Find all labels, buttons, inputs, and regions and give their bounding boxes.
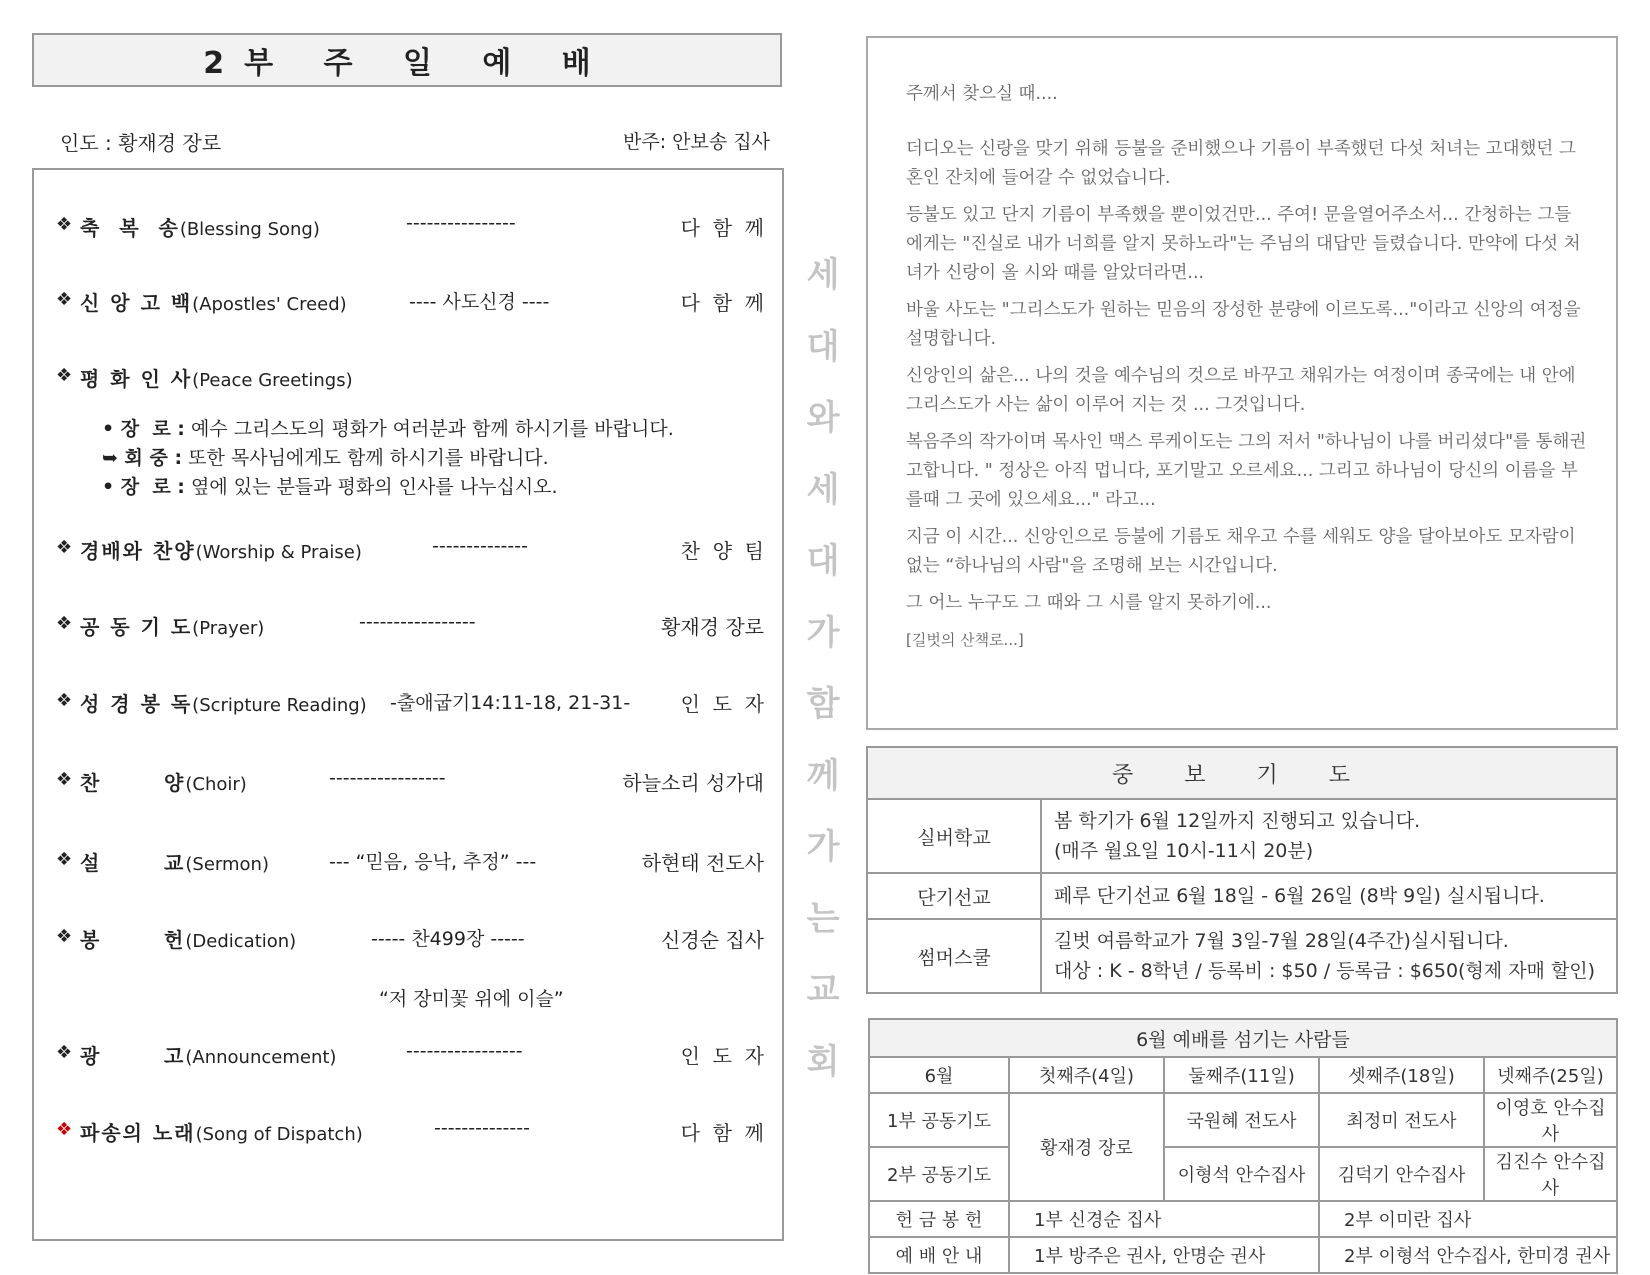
order-item-name: 축 복 송 <box>80 216 180 240</box>
prayer-text <box>1041 919 1617 993</box>
table-cell: 이형석 안수집사 <box>1164 1147 1319 1201</box>
prayer-label: 단기선교 <box>867 873 1041 919</box>
motto-char: 함 <box>806 684 840 724</box>
service-title: 2부 주 일 예 배 <box>203 46 611 81</box>
table-row <box>869 1201 1617 1237</box>
meditation-paragraph: 바울 사도는 "그리스도가 원하는 믿음의 장성한 분량에 이르도록..."이라고 신앙의 여정을 설명합니다. <box>906 300 1581 349</box>
table-row <box>869 1093 1617 1147</box>
order-of-worship <box>32 168 784 1241</box>
order-item-eng: (Worship & Praise) <box>195 542 362 563</box>
order-item-detail: ----- 찬499장 ----- <box>371 928 525 950</box>
order-item-name: 파송의 노래 <box>80 1121 196 1145</box>
greeting-text: 예수 그리스도의 평화가 여러분과 함께 하시기를 바랍니다. <box>184 418 674 440</box>
meditation-heading: 주께서 찾으실 때.... <box>906 84 1058 104</box>
service-leader: 인도 : 황재경 장로 <box>60 131 222 155</box>
order-item-person: 하현태 전도사 <box>641 851 764 875</box>
prayer-line: 봄 학기가 6월 12일까지 진행되고 있습니다. <box>1054 810 1421 832</box>
diamond-bullet-icon: ❖ <box>56 365 73 386</box>
table-cell: 1부 방주은 권사, 안명순 권사 <box>1009 1237 1319 1273</box>
diamond-bullet-icon: ❖ <box>56 1042 73 1063</box>
order-item <box>56 1040 764 1070</box>
prayer-line: (매주 월요일 10시-11시 20분) <box>1054 840 1314 862</box>
service-accompanist: 반주: 안보송 집사 <box>623 131 770 153</box>
order-item-person: 찬 양 팀 <box>680 539 764 563</box>
greeting-role: ➥ 회 중 : <box>102 447 183 469</box>
order-item-eng: (Apostles' Creed) <box>192 294 347 315</box>
motto-char: 대 <box>806 541 840 581</box>
diamond-bullet-icon: ❖ <box>56 769 73 790</box>
table-cell: 황재경 장로 <box>1009 1093 1164 1201</box>
motto-char: 세 <box>806 469 840 510</box>
order-item-name: 신 앙 고 백 <box>80 291 193 315</box>
diamond-bullet-icon: ❖ <box>56 849 73 870</box>
meditation-source: [길벗의 산책로...] <box>906 631 1024 649</box>
order-item-name: 봉 헌 <box>80 928 186 952</box>
table-cell: 최정미 전도사 <box>1319 1093 1484 1147</box>
row-label: 1부 공동기도 <box>869 1093 1009 1147</box>
table-cell: 국원혜 전도사 <box>1164 1093 1319 1147</box>
order-item <box>56 363 764 393</box>
order-item <box>56 847 764 877</box>
table-cell: 이영호 안수집사 <box>1484 1093 1617 1147</box>
order-item-person: 인 도 자 <box>680 692 764 716</box>
order-item-name: 경배와 찬양 <box>80 539 196 563</box>
order-item-person: 다 함 께 <box>680 1121 764 1145</box>
order-item-person: 다 함 께 <box>680 216 764 240</box>
order-item-eng: (Song of Dispatch) <box>195 1124 363 1145</box>
meditation-paragraph: 그 어느 누구도 그 때와 그 시를 알지 못하기에... <box>906 593 1272 613</box>
motto-char: 가 <box>806 612 840 653</box>
motto-char: 교 <box>806 970 840 1010</box>
prayer-table-title: 중 보 기 도 <box>867 747 1617 799</box>
order-item <box>56 611 764 641</box>
diamond-bullet-icon: ❖ <box>56 1119 73 1140</box>
motto-char: 세 <box>806 255 840 295</box>
meditation-paragraph: 지금 이 시간... 신앙인으로 등불에 기름도 채우고 수를 세워도 양을 달아보아도 모자람이 없는 “하나님의 사람"을 조명해 보는 시간입니다. <box>906 527 1576 576</box>
table-row <box>867 919 1617 993</box>
order-item-person: 인 도 자 <box>680 1044 764 1068</box>
table-cell: 2부 이형석 안수집사, 한미경 권사 <box>1319 1237 1617 1273</box>
order-item-detail: ---------------- <box>406 212 516 234</box>
prayer-line: 대상 : K - 8학년 / 등록비 : $50 / 등록금 : $650(형제 자매 할인) <box>1054 960 1596 982</box>
order-item <box>56 767 764 797</box>
order-item-eng: (Scripture Reading) <box>192 695 367 716</box>
order-item-detail: ----------------- <box>359 611 476 633</box>
diamond-bullet-icon: ❖ <box>56 537 73 558</box>
order-item-detail: -출애굽기14:11-18, 21-31- <box>390 692 631 714</box>
order-item-eng: (Sermon) <box>185 854 269 875</box>
order-item-person: 황재경 장로 <box>661 615 764 639</box>
service-title-box <box>32 33 782 87</box>
greeting-line <box>102 443 549 470</box>
prayer-text <box>1041 873 1617 919</box>
meditation-paragraph: 신앙인의 삶은... 나의 것을 예수님의 것으로 바꾸고 채워가는 여정이며 종국에는 내 안에 그리스도가 사는 삶이 이루어 지는 것 ... 그것입니다. <box>906 366 1576 415</box>
order-item-detail: ----------------- <box>329 767 446 789</box>
prayer-label: 실버학교 <box>867 799 1041 873</box>
order-item-name: 찬 양 <box>80 771 186 795</box>
motto-char: 가 <box>806 827 840 867</box>
table-row <box>869 1147 1617 1201</box>
row-label: 헌 금 봉 헌 <box>869 1201 1009 1237</box>
order-item-eng: (Blessing Song) <box>179 219 320 240</box>
order-item <box>56 212 764 242</box>
prayer-line: 페루 단기선교 6월 18일 - 6월 26일 (8박 9일) 실시됩니다. <box>1054 885 1545 907</box>
meditation-paragraph: 더디오는 신랑을 맞기 위해 등불을 준비했으나 기름이 부족했던 다섯 처녀는 고대했던 그 혼인 잔치에 들어갈 수 없었습니다. <box>906 139 1576 188</box>
table-header-cell: 둘째주(11일) <box>1164 1057 1319 1093</box>
servers-table-title: 6월 예배를 섬기는 사람들 <box>869 1019 1617 1057</box>
servers-table <box>868 1018 1618 1274</box>
greeting-role: • 장 로 : <box>102 418 185 440</box>
row-label: 예 배 안 내 <box>869 1237 1009 1273</box>
order-item-detail: --- “믿음, 응낙, 추정” --- <box>329 851 537 873</box>
table-header-cell: 첫째주(4일) <box>1009 1057 1164 1093</box>
greeting-text: 또한 목사님에게도 함께 하시기를 바랍니다. <box>182 447 549 469</box>
order-item <box>56 924 764 954</box>
order-item-detail: -------------- <box>434 1117 530 1139</box>
diamond-bullet-icon: ❖ <box>56 926 73 947</box>
greeting-text: 옆에 있는 분들과 평화의 인사를 나누십시오. <box>184 476 558 498</box>
church-motto <box>798 240 848 1098</box>
table-header-cell: 셋째주(18일) <box>1319 1057 1484 1093</box>
offering-hymn-title: “저 장미꽃 위에 이슬” <box>379 988 564 1010</box>
prayer-line: 길벗 여름학교가 7월 3일-7월 28일(4주간)실시됩니다. <box>1054 930 1509 952</box>
order-item <box>56 535 764 565</box>
table-cell: 2부 이미란 집사 <box>1319 1201 1617 1237</box>
table-cell: 김진수 안수집사 <box>1484 1147 1617 1201</box>
table-row <box>867 873 1617 919</box>
order-item-person: 다 함 께 <box>680 291 764 315</box>
table-cell: 1부 신경순 집사 <box>1009 1201 1319 1237</box>
table-header-cell: 넷째주(25일) <box>1484 1057 1617 1093</box>
table-cell: 김덕기 안수집사 <box>1319 1147 1484 1201</box>
diamond-bullet-icon: ❖ <box>56 613 73 634</box>
table-row <box>867 799 1617 873</box>
motto-char: 는 <box>806 898 840 939</box>
order-item <box>56 1117 764 1147</box>
motto-char: 와 <box>806 398 840 438</box>
prayer-table <box>866 746 1618 994</box>
motto-char: 께 <box>806 755 840 796</box>
prayer-text <box>1041 799 1617 873</box>
order-item-detail: ----------------- <box>406 1040 523 1062</box>
diamond-bullet-icon: ❖ <box>56 690 73 711</box>
order-item <box>56 688 764 718</box>
order-item-eng: (Dedication) <box>185 931 297 952</box>
order-item-eng: (Peace Greetings) <box>192 370 353 391</box>
order-item-name: 평 화 인 사 <box>80 367 193 391</box>
table-row <box>869 1057 1617 1093</box>
diamond-bullet-icon: ❖ <box>56 214 73 235</box>
greeting-role: • 장 로 : <box>102 476 185 498</box>
order-item-name: 공 동 기 도 <box>80 615 193 639</box>
diamond-bullet-icon: ❖ <box>56 289 73 310</box>
order-item-eng: (Choir) <box>185 774 247 795</box>
order-item-detail: -------------- <box>432 535 528 557</box>
meditation-paragraph: 등불도 있고 단지 기름이 부족했을 뿐이었건만... 주여! 문을열어주소서... 간청하는 그들에게는 "진실로 내가 너희를 알지 못하노라"는 주님의 대답만 들렸습니다. 만약에 다섯 처녀가 신랑이 올 시와 때를 알았더라면... <box>906 205 1581 283</box>
row-label: 2부 공동기도 <box>869 1147 1009 1201</box>
meditation-paragraph: 복음주의 작가이며 목사인 맥스 루케이도는 그의 저서 "하나님이 나를 버리셨다"를 통해권고합니다. " 정상은 아직 멉니다, 포기말고 오르세요... 그리고 하나님이 당신의 이름을 부를때 그 곳에 있으세요..." 라고... <box>906 432 1587 510</box>
order-item-detail: ---- 사도신경 ---- <box>409 291 550 313</box>
meditation-box <box>866 36 1618 730</box>
table-header-cell: 6월 <box>869 1057 1009 1093</box>
prayer-label: 썸머스쿨 <box>867 919 1041 993</box>
greeting-line <box>102 414 674 441</box>
table-row <box>869 1237 1617 1273</box>
order-item-person: 신경순 집사 <box>661 928 764 952</box>
motto-char: 대 <box>806 326 840 367</box>
order-item-name: 성 경 봉 독 <box>80 692 193 716</box>
order-item-person: 하늘소리 성가대 <box>622 771 764 795</box>
motto-char: 회 <box>806 1041 840 1082</box>
order-item-eng: (Announcement) <box>185 1047 337 1068</box>
order-item-name: 설 교 <box>80 851 186 875</box>
greeting-line <box>102 472 558 499</box>
order-item <box>56 287 764 317</box>
order-item-eng: (Prayer) <box>192 618 265 639</box>
order-item-name: 광 고 <box>80 1044 186 1068</box>
